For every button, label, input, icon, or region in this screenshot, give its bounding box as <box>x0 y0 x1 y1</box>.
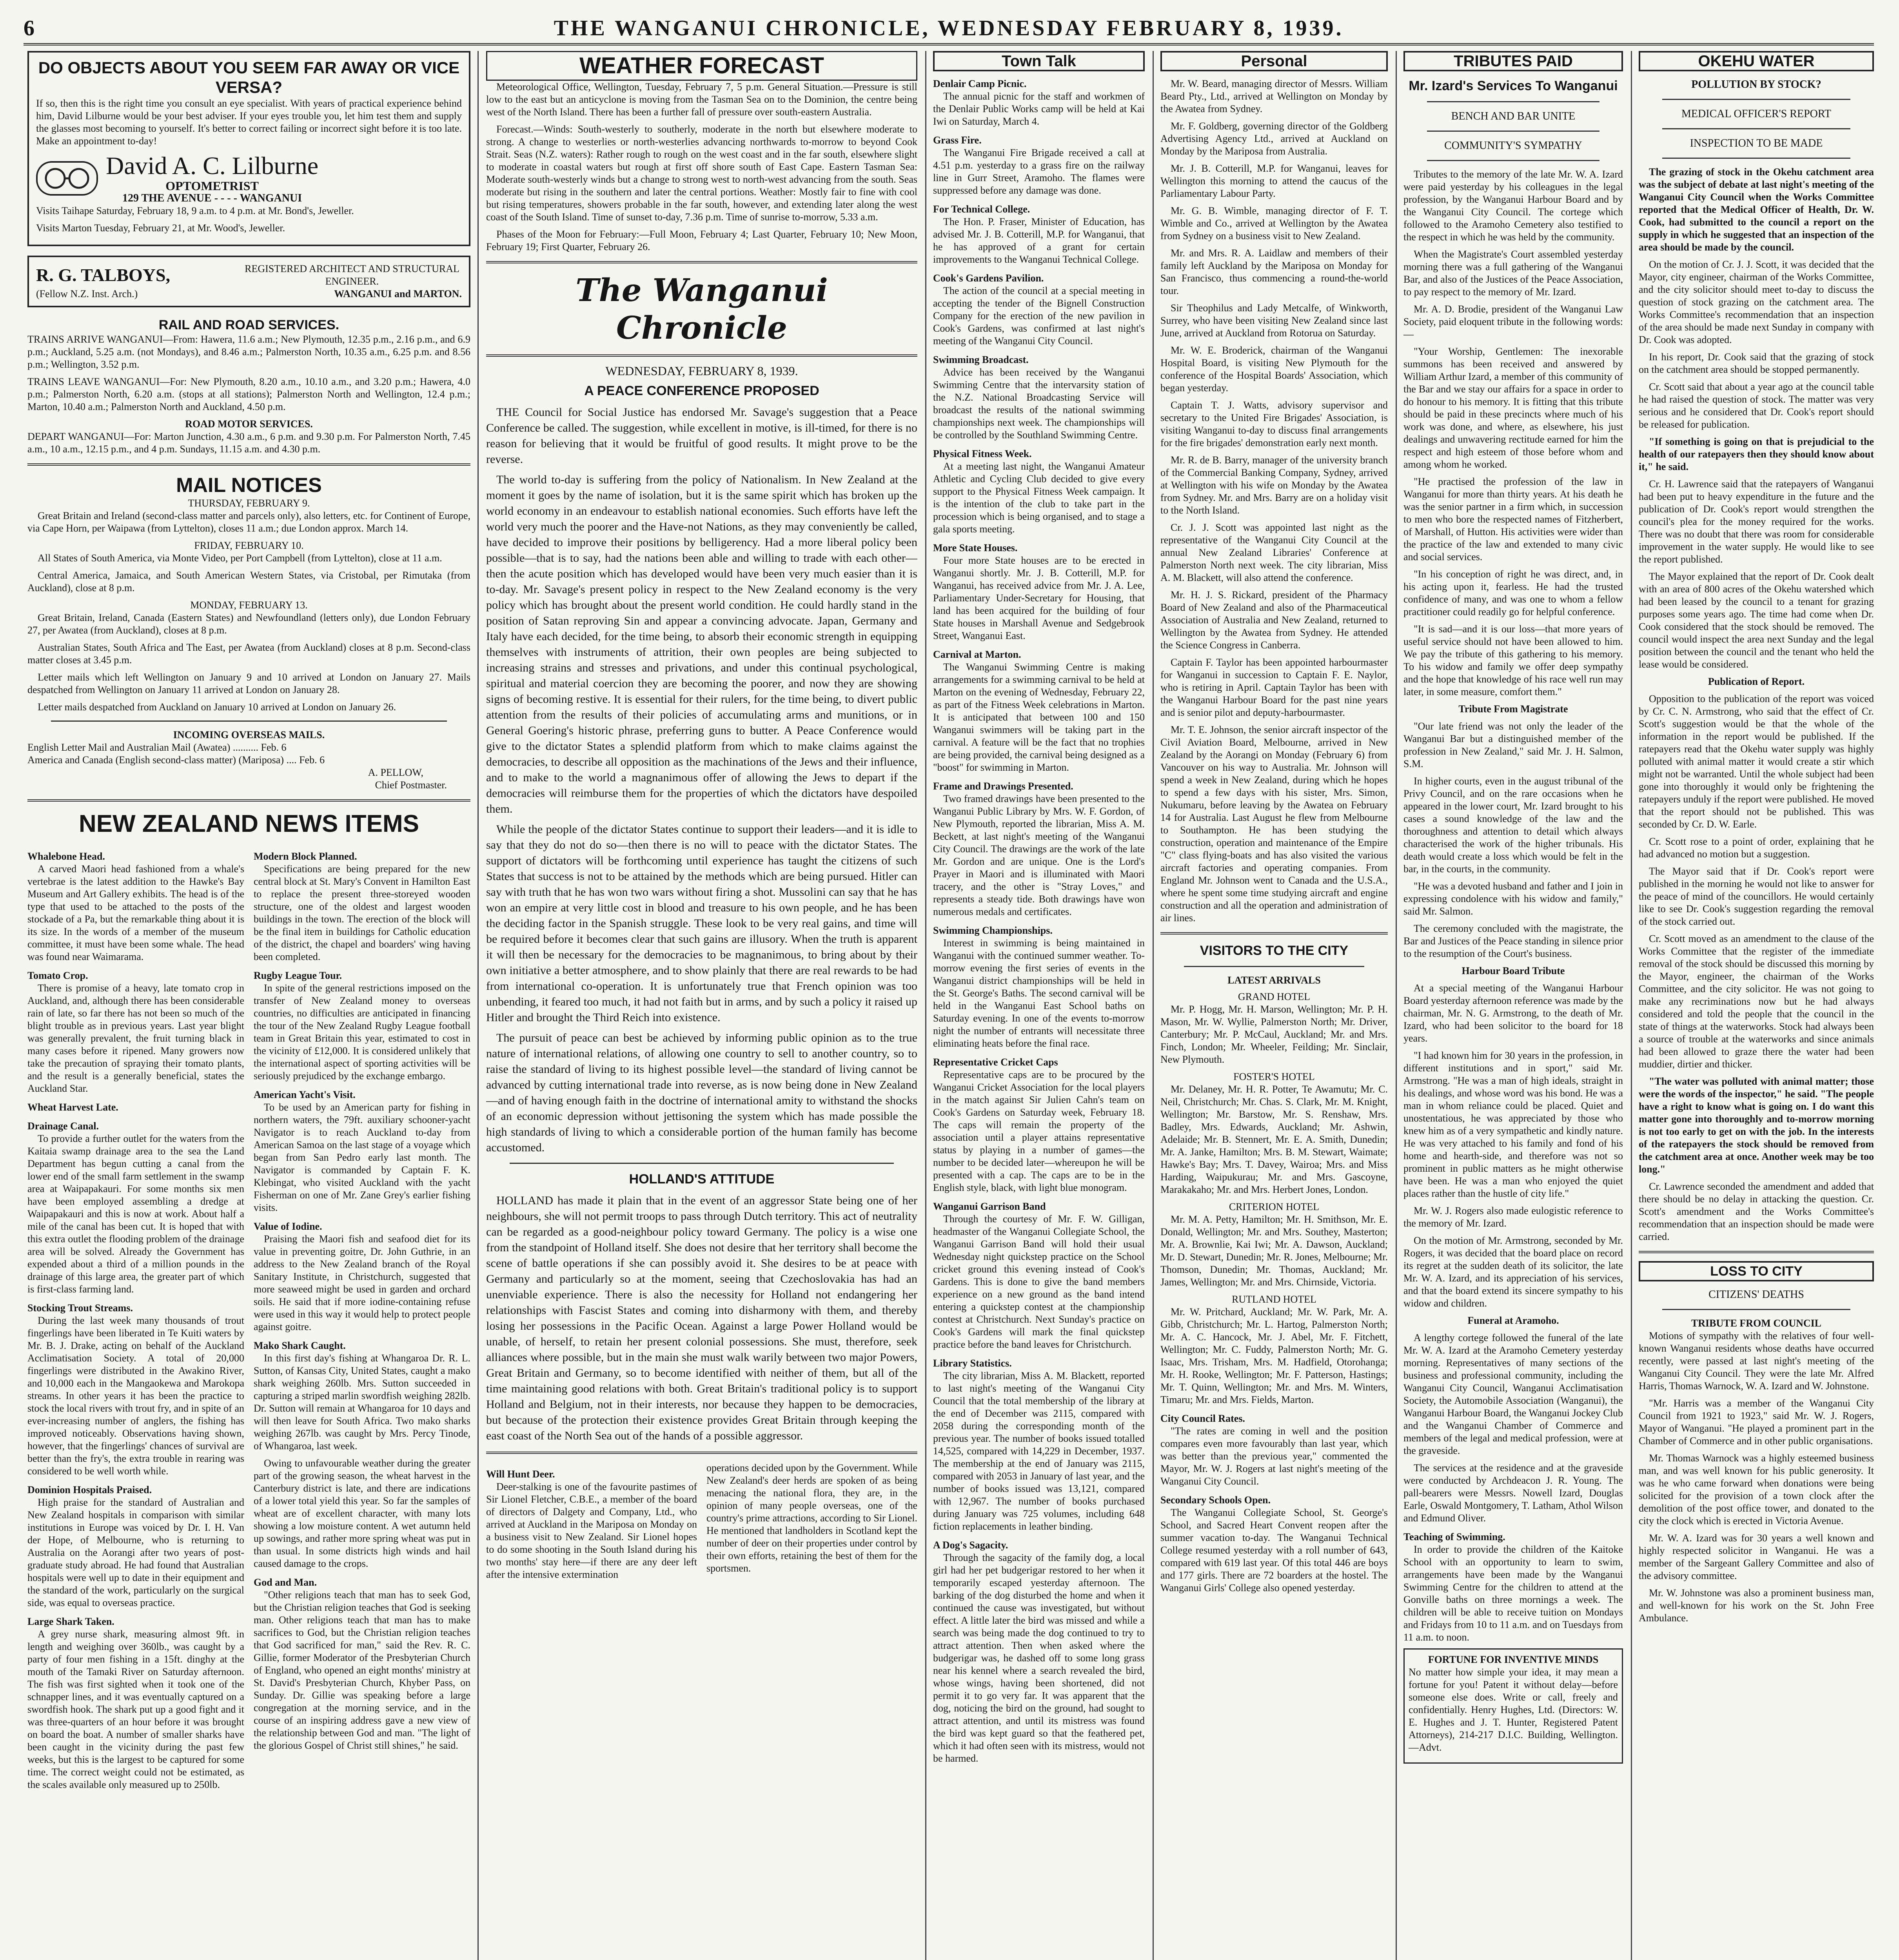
mail-text: Great Britain, Ireland, Canada (Eastern States) and Newfoundland (letters only), due London February 27, per Awatea (from Auckland), closes at 8 p.m. <box>27 612 470 636</box>
incoming-line: America and Canada (English second-class matter) (Mariposa) .... Feb. 6 <box>27 754 325 766</box>
news-item-title: Teaching of Swimming. <box>1403 1531 1505 1543</box>
personal-item: Captain F. Taylor has been appointed harbourmaster for Wanganui in succession to Captain F. E. Naylor, who is retiring in April. Captain Taylor has been with the Wanganui Harbour Board for the past nine years and is senior pilot and deputy-harbourmaster. <box>1160 657 1388 718</box>
news-item-text: A grey nurse shark, measuring almost 9ft. in length and weighing over 360lb., was caught by a party of four men fishing in a 15ft. dinghy at the mouth of the Tamaki River on Saturday afternoon. The fish was first sighted when it took one of the schnapper lines, and it was eventually captured on a swordfish hook. The shark put up a good fight and it was three-quarters of an hour before it was brought on board the boat. A number of smaller sharks have been caught in the vicinity during the past few weeks, but this is the largest to be captured for some time. The correct weight could not be estimated, as the scales available only measured up to 250lb. <box>27 1628 244 1790</box>
column-tributes <box>1403 51 1623 1960</box>
tribute-paragraph: "In his conception of right he was direct, and, in his acting upon it, fearless. He had the trusted confidence of many, and was one to whom a fellow practitioner could readily go for helpful conference. <box>1403 568 1623 617</box>
ad-name: David A. C. Lilburne <box>106 152 319 180</box>
mail-thursday: THURSDAY, FEBRUARY 9. <box>188 497 310 509</box>
okehu-subheading: POLLUTION BY STOCK? <box>1691 78 1821 91</box>
news-item-title: Rugby League Tour. <box>254 970 342 981</box>
ad-visits-taihape: Visits Taihape Saturday, February 18, 9 a.m. to 4 p.m. at Mr. Bond's, Jeweller. <box>36 205 354 216</box>
mail-text: Letter mails despatched from Auckland on January 10 arrived at London on January 26. <box>38 701 396 713</box>
tribute-paragraph: Tributes to the memory of the late Mr. W. A. Izard were paid yesterday by his colleagues in the legal profession, by the Wanganui Harbour Board and by the Wanganui City Council. The cortege which followed to the Aramoho Cemetery also testified to the respect in which he was held by the community. <box>1403 169 1623 243</box>
ad-logo-row <box>36 152 462 205</box>
column-personal <box>1160 51 1388 1960</box>
divider <box>1160 932 1388 935</box>
section-subheading: Tribute From Magistrate <box>1458 703 1568 715</box>
column-rule <box>925 51 926 1960</box>
okehu-paragraph: "The water was polluted with animal matter; those were the words of the inspector," he said. "The people have a right to know what is going on. I do want this matter gone into thoroughly and to-morrow morning is not too early to get on with the job. In the interests of the ratepayers the stock should be removed from the catchment area at once. Another week may be too long." <box>1639 1076 1874 1175</box>
news-item-text: Deer-stalking is one of the favourite pastimes of Sir Lionel Fletcher, C.B.E., a member of the board of directors of Dalgety and Company, Ltd., who arrived at Auckland in the Mariposa on Monday on a business visit to New Zealand. Sir Lionel hopes to do some shooting in the South Island during his two months' stay here—if there are any deer left after the intensive extermination <box>486 1481 697 1580</box>
signer: A. PELLOW, <box>368 767 423 778</box>
hotel-guests: Mr. W. Pritchard, Auckland; Mr. W. Park, Mr. A. Gibb, Christchurch; Mr. L. Hartog, Palmerston North; Mr. A. C. Hancock, Mr. J. Abel, Mr. F. Fitchett, Wellington; Mr. C. Fuddy, Palmerston North; Mr. G. Isaac, Mrs. Trisham, Mrs. M. Hadfield, Otorohanga; Mr. H. Rooke, Wellington; Mr. F. Patterson, Hastings; Mr. T. Quinn, Wellington; Mr. and Mrs. M. Winters, Timaru; Mr. and Mrs. Fields, Marton. <box>1160 1306 1388 1405</box>
editorial-body <box>486 405 917 1156</box>
incoming-heading: INCOMING OVERSEAS MAILS. <box>173 729 325 740</box>
mail-text: Australian States, South Africa and The East, per Awatea (from Auckland) closes at 8 p.m. Second-class matter closes at 3.45 p.m. <box>27 642 470 666</box>
divider <box>1427 101 1599 102</box>
tribute-paragraph: Mr. A. D. Brodie, president of the Wanganui Law Society, paid eloquent tribute in the following words:— <box>1403 303 1623 340</box>
news-item-title: Large Shark Taken. <box>27 1616 114 1627</box>
news-item-title: Whalebone Head. <box>27 851 105 862</box>
news-item-title: Drainage Canal. <box>27 1120 99 1132</box>
divider <box>1427 160 1599 161</box>
column-town-talk <box>933 51 1145 1960</box>
news-item-text: In this first day's fishing at Whangaroa Dr. R. L. Sutton, of Kansas City, United States, caught a mako shark weighing 260lb. Mrs. Sutton succeeded in capturing a striped marlin swordfish weighing 282lb. Dr. Sutton will remain at Whangaroa for 10 days and will then leave for South Africa. Two mako sharks weighing 267lb. was caught by Mrs. Percy Tinode, of Whangaroa, last week. <box>254 1352 470 1452</box>
news-item-title: Modern Block Planned. <box>254 851 357 862</box>
lilburne-advertisement <box>27 51 470 246</box>
news-item-text: During the last week many thousands of trout fingerlings have been liberated in Te Kuiti waters by Mr. B. J. Drake, acting on behalf of the Auckland Acclimatisation Society. A total of 20,000 fingerlings were distributed in the Awakino River, and 10,000 each in the Mangaokewa and Marokopa streams. In other years it has been the practice to stock the local rivers with trout fry, and in spite of an ever-increasing number of anglers, the fishing has improved noticeably. Observations having shown, however, that the fingerlings' chances of survival are better than the fry's, the extra trouble in rearing was considered to be well worth while. <box>27 1315 244 1477</box>
divider <box>486 1452 917 1454</box>
ad-address: 129 THE AVENUE - - - - WANGANUI <box>122 192 302 204</box>
personal-item: Mr. T. E. Johnson, the senior aircraft inspector of the Civil Aviation Board, Melbourne, arrived in New Zealand by the Aorangi on Monday (February 6) from Vancouver on his way to Australia. Mr. Johnson will spend a week in New Zealand, during which he hopes to spend a few days with his sister, Mrs. Simon, Nukumaru, before leaving by the Awatea on February 14 for Australia. Last August he flew from Melbourne to Southampton. He has been studying the construction, operation and maintenance of the Empire "C" class flying-boats and has also visited the various aircraft factories and operating companies. From England Mr. Johnson went to Canada and the U.S.A., where he spent some time studying aircraft and engine construction and all the operation and administration of air lines. <box>1160 724 1388 924</box>
news-item-title: More State Houses. <box>933 542 1018 554</box>
news-item-text: The Wanganui Collegiate School, St. George's School, and Sacred Heart Convent reopen after the summer vacation to-day. The Wanganui Technical College resumed yesterday with a roll number of 643, compared with 619 last year. Of this total 446 are boys and 177 girls. There are 72 boarders at the hostel. The Wanganui Girls' College also opened yesterday. <box>1160 1507 1388 1593</box>
mail-friday: FRIDAY, FEBRUARY 10. <box>194 540 304 551</box>
divider <box>1639 1251 1874 1253</box>
news-item-title: Grass Fire. <box>933 134 982 146</box>
personal-item: Sir Theophilus and Lady Metcalfe, of Winkworth, Surrey, who have been visiting New Zealand since last June, arrived at Auckland from Rotorua on Saturday. <box>1160 302 1388 339</box>
tribute-paragraph: A lengthy cortege followed the funeral of the late Mr. W. A. Izard at the Aramoho Cemetery yesterday morning. Representatives of many sections of the business and professional community, including the Wanganui City Council, Wanganui Acclimatisation Society, the Automobile Association (Wanganui), the Wanganui Harbour Board, the Wanganui Jockey Club and the Wanganui Chamber of Commerce and members of the legal and medical profession, were at the graveside. <box>1403 1332 1623 1456</box>
editorial-heading: HOLLAND'S ATTITUDE <box>629 1172 775 1187</box>
personal-item: Mr. G. B. Wimble, managing director of F. T. Wimble and Co., arrived at Wellington by the Awatea from Sydney on a business visit to New Zealand. <box>1160 205 1388 241</box>
column-rule <box>1153 51 1154 1960</box>
hotel-guests: Mr. P. Hogg, Mr. H. Marson, Wellington; Mr. P. H. Mason, Mr. W. Wyllie, Palmerston North; Mr. Driver, Canterbury; Mr. P. McCaul, Auckland; Mr. and Mrs. Finch, London; Mr. Wheeler, Feilding; Mr. Sinclair, New Plymouth. <box>1160 1004 1388 1065</box>
loss-paragraph: Mr. Thomas Warnock was a highly esteemed business man, and was well known for his public generosity. It was he who came forward when donations were being solicited for the provision of a town clock after the demolition of the post office tower, and donated to the city the clock which is erected in Victoria Avenue. <box>1639 1452 1874 1526</box>
tribute-paragraph: "I had known him for 30 years in the profession, in different institutions and in sport," said Mr. Armstrong. "He was a man of high ideals, straight in his dealings, and whose word was his bond. He was a man in whom reliance could be placed. Quiet and unostentatious, he was appreciated by those who knew him as of a very sympathetic and kindly nature. He was very attached to his family and fond of his home and hearth-side, and therefore was not so prominent in public matters as he might otherwise have been. He was a man who enjoyed the quiet places rather than the hustle of city life." <box>1403 1050 1623 1199</box>
divider <box>1662 128 1850 129</box>
news-item-text: Representative caps are to be procured by the Wanganui Cricket Association for the local players in the match against Sir Julien Cahn's team on Cook's Gardens on Saturday week, February 18. The caps will remain the property of the association until a player attains representative status by playing in a number of games—the number to be decided later—whereupon he will be presented with a cap. The caps are to be in the English style, black, with light blue monogram. <box>933 1069 1145 1193</box>
tribute-paragraph: The ceremony concluded with the magistrate, the Bar and Justices of the Peace standing in silence prior to the resumption of the Court's business. <box>1403 923 1623 959</box>
column-editorial <box>486 51 917 1960</box>
okehu-subheading: MEDICAL OFFICER'S REPORT <box>1681 108 1831 120</box>
news-item-text: In order to provide the children of the Kaitoke School with an opportunity to learn to swim, arrangements have been made by the Wanganui Swimming Centre for the children to attend at the Gonville baths on three mornings a week. The children will be able to receive tuition on Mondays and Fridays from 10 to 11 a.m. and on Tuesdays from 11 a.m. to noon. <box>1403 1544 1623 1643</box>
ad-title: OPTOMETRIST <box>165 179 259 193</box>
column-rule <box>1631 51 1632 1960</box>
road-heading: ROAD MOTOR SERVICES. <box>185 418 313 430</box>
news-item-text: The Wanganui Fire Brigade received a call at 4.51 p.m. yesterday to a grass fire on the railway line in Gurr Street, Aramoho. The flames were suppressed before any damage was done. <box>933 147 1145 196</box>
news-item-text: Through the courtesy of Mr. F. W. Gilligan, headmaster of the Wanganui Collegiate School, the Wanganui Garrison Band will hold their usual Wednesday night quickstep practice on the School cricket ground this evening instead of Cook's Gardens. This is done to give the band members experience on a new ground as the band intend entering a quickstep contest at the championship contest at Christchurch. Next Sunday's practice on Cook's Gardens will mark the final quickstep practice before the band leaves for Christchurch. <box>933 1213 1145 1350</box>
news-item-text: To be used by an American party for fishing in northern waters, the 79ft. auxiliary schooner-yacht Navigator is to reach Auckland to-day from American Samoa on the last stage of a voyage which began from San Pedro early last month. The Navigator is commanded by Captain F. K. Klebingat, who visited Auckland with the yacht Fisherman on one of Mr. Zane Grey's earlier fishing visits. <box>254 1102 470 1213</box>
personal-item: Cr. J. J. Scott was appointed last night as the representative of the Wanganui City Council at the annual New Zealand Libraries' Conference at Palmerston North next week. The city librarian, Miss A. M. Blackett, will also attend the conference. <box>1160 522 1388 583</box>
weather-text: Meteorological Office, Wellington, Tuesday, February 7, 5 p.m. General Situation.—Pressure is still low to the east but an anticyclone is moving from the Tasman Sea on to the Dominion, the centre being west of the North Island. There has been a further fall of pressure over south-eastern Australia. <box>486 81 917 118</box>
okehu-paragraph: Cr. Scott said that about a year ago at the council table he had raised the question of stock. The matter was very serious and he considered that Dr. Cook's report should be released for publication. <box>1639 381 1874 430</box>
weather-heading: WEATHER FORECAST <box>486 51 917 81</box>
news-item-text: Through the sagacity of the family dog, a local girl had her pet budgerigar restored to her when it temporarily escaped yesterday afternoon. The barking of the dog disturbed the home and when it continued the cause was investigated, but without effect. A little later the bird was missed and while a search was being made the dog continued to try to attract attention. Then when asked where the budgerigar was, he dashed off to some long grass near his kennel where a search revealed the bird, whose wings, having been shortened, did not permit it to go very far. It was apparent that the dog, noticing the bird on the ground, had sought to attract attention, and until its mistress was found the bird was kept guard so that the feathered pet, which it had often seen with its mistress, would not be harmed. <box>933 1552 1145 1764</box>
divider <box>486 354 917 357</box>
ad-headline: DO OBJECTS ABOUT YOU SEEM FAR AWAY OR VICE VERSA? <box>38 58 460 96</box>
news-item-text: Four more State houses are to be erected in Wanganui shortly. Mr. J. B. Cotterill, M.P. for Wanganui, has received advice from Mr. J. A. Lee, Parliamentary Under-Secretary for Housing, that land has been acquired for the building of four State houses in Marshall Avenue and Sedgebrook Street, Wanganui East. <box>933 555 1145 641</box>
hotel-guests: Mr. Delaney, Mr. H. R. Potter, Te Awamutu; Mr. C. Neil, Christchurch; Mr. Chas. S. Clark, Mr. M. Knight, Wellington; Mr. Barstow, Mr. S. Renshaw, Mrs. Badley, Mrs. Edwards, Auckland; Mr. Ashwin, Adelaide; Mr. B. Stennert, Mr. E. A. Smith, Dunedin; Mr. A. Janke, Hamilton; Mrs. B. M. Stewart, Waimate; Hawke's Bay; Mrs. T. Davey, Wairoa; Mrs. and Miss Harding, Waipukurau; Mr. and Mrs. Gascoyne, Marakakaho; Mr. and Mrs. Herbert Jones, London. <box>1160 1083 1388 1195</box>
news-item-text: Specifications are being prepared for the new central block at St. Mary's Convent in Hamilton East to replace the present three-storeyed wooden structure, one of the oldest and largest wooden buildings in the town. The erection of the block will be the final item in buildings for Catholic education of the district, the chapel and boarders' wing having been completed. <box>254 863 470 962</box>
okehu-paragraph: "If something is going on that is prejudicial to the health of our ratepayers then they should know about it," he said. <box>1639 436 1874 472</box>
personal-item: Mr. R. de B. Barry, manager of the university branch of the Commercial Banking Company, Sydney, arrived at Wellington with his wife on Monday by the Awatea from Sydney. Mr. and Mrs. Barry are on a holiday visit to the North Island. <box>1160 454 1388 516</box>
hotel-name: CRITERION HOTEL <box>1229 1201 1320 1212</box>
news-item-text: A carved Maori head fashioned from a whale's vertebrae is the latest addition to the Hawke's Bay Museum and Art Gallery exhibits. The head is of the type that used to be attached to the posts of the stockade of a Pa, but the remarkable thing about it is its size. In the words of a member of the museum committee, it must have been some whale. The head was found near Waimarama. <box>27 863 244 962</box>
weather-text: Phases of the Moon for February:—Full Moon, February 4; Last Quarter, February 10; New Moon, February 19; First Quarter, February 26. <box>486 229 917 252</box>
divider <box>1662 158 1850 159</box>
news-item-title: A Dog's Sagacity. <box>933 1539 1008 1551</box>
news-item-title: For Technical College. <box>933 203 1030 215</box>
news-item-text: High praise for the standard of Australian and New Zealand hospitals in comparison with similar institutions in Europe was voiced by Dr. I. H. Van der Hope, of Melbourne, who is returning to Australia on the Aorangi after two years of post-graduate study abroad. He had found that Australian hospitals were well up to date in their equipment and the standard of the work, particularly on the surgical side, was equal to overseas practice. <box>27 1497 244 1608</box>
okehu-paragraph: Cr. Scott moved as an amendment to the clause of the Works Committee that the register of the immediate removal of the stock should be discussed this morning by the Mayor, engineer, the chairman of the Works Committee, and the city solicitor. He was not going to make any recriminations now but he had always considered and told the people that the council in the state of things at the waterworks. Stock had always been a source of trouble at the waterworks and since animals had been allowed to graze there the water had been muddier, dirtier and thicker. <box>1639 933 1874 1070</box>
section-subheading: Funeral at Aramoho. <box>1467 1315 1559 1326</box>
ad-visits-marton: Visits Marton Tuesday, February 21, at Mr. Wood's, Jeweller. <box>36 222 285 234</box>
weather-text: Forecast.—Winds: South-westerly to southerly, moderate in the north but elsewhere moderate to strong. A change to westerlies or north-westerlies advancing northwards to-morrow to beyond Cook Strait. Seas (N.Z. waters): Rather rough to rough on the west coast and in the far south, elsewhere slight to moderate in coastal waters but rough at first off shore south of East Cape. Eastern Tasman Sea: Moderate south-westerly winds but a change to strong west to north-west advancing from the south. Seas moderate but rising in the southern and later the central portions. Weather: Mostly fair to fine with cool but rising temperatures, showers probable in the far south, however, and extending later along the west coast of the South Island. Time of sunset to-day, 7.36 p.m. Time of sunrise to-morrow, 5.33 a.m. <box>486 123 917 223</box>
talboys-line3: WANGANUI and MARTON. <box>334 288 462 299</box>
news-item-title: Secondary Schools Open. <box>1160 1494 1271 1506</box>
hotel-guests: Mr. M. A. Petty, Hamilton; Mr. H. Smithson, Mr. E. Donald, Wellington; Mr. and Mrs. Southey, Masterton; Mr. A. Brownlie, Kai Iwi; Mr. A. Dawson, Auckland; Mr. D. Stewart, Dunedin; Mr. R. Jones, Melbourne; Mr. Thomson, Dunedin; Mr. Thomas, Auckland; Mr. James, Wellington; Mr. and Mrs. Chirnside, Victoria. <box>1160 1214 1388 1288</box>
news-item-text: The Hon. P. Fraser, Minister of Education, has advised Mr. J. B. Cotterill, M.P. for Wanganui, that he has approved of a grant for certain improvements to the Wanganui Technical College. <box>933 216 1145 265</box>
personal-item: Mr. H. J. S. Rickard, president of the Pharmacy Board of New Zealand and also of the Pharmaceutical Association of Australia and New Zealand, returned to Wellington by the Awatea from Sydney. He attended the Science Congress in Canberra. <box>1160 589 1388 651</box>
visitors-heading: VISITORS TO THE CITY <box>1200 943 1349 958</box>
mail-notices <box>27 474 470 791</box>
news-item-title: Representative Cricket Caps <box>933 1056 1058 1068</box>
tribute-paragraph: "He was a devoted husband and father and I join in expressing condolence with his widow and family," said Mr. Salmon. <box>1403 880 1623 917</box>
column-okehu <box>1639 51 1874 1960</box>
tribute-paragraph: In higher courts, even in the august tribunal of the Privy Council, and on the rare occasions when he appeared in the lower court, Mr. Izard brought to his cases a sound knowledge of the law and the thoroughness and attention to detail which always characterised the work of the higher tribunals. His death would create a loss which would be felt in the bar, in the courts, in the community. <box>1403 775 1623 875</box>
okehu-lead: The grazing of stock in the Okehu catchment area was the subject of debate at last night's meeting of the Wanganui City Council when the Works Committee reported that the Medical Officer of Health, Dr. W. Cook, had submitted to the council a report on the supply in which he suggested that an inspection of the area should be made by the council. <box>1639 166 1874 253</box>
divider <box>1184 966 1364 967</box>
talboys-name: R. G. TALBOYS, <box>36 265 171 285</box>
patent-advertisement <box>1403 1648 1623 1764</box>
hotel-name: RUTLAND HOTEL <box>1232 1294 1316 1305</box>
town-talk-heading: Town Talk <box>933 51 1145 71</box>
loss-heading: LOSS TO CITY <box>1639 1261 1874 1281</box>
mail-heading: MAIL NOTICES <box>176 474 322 497</box>
news-item-text: There is promise of a heavy, late tomato crop in Auckland, and, although there has been considerable rain of late, so far there has not been so much of the blight trouble as in previous years. Last year blight was generally prevalent, the fruit turning black in many cases before it ripened. Many growers now take the precaution of spraying their tomato plants, and the result is a generally beneficial, states the Auckland Star. <box>27 982 244 1094</box>
tributes-subheading: COMMUNITY'S SYMPATHY <box>1444 140 1582 152</box>
tribute-paragraph: "He practised the profession of the law in Wanganui for more than thirty years. At his death he was the senior partner in a firm which, in succession to men who bore the respected names of Fitzherbert, of Marshall, of Hutton. His activities were wider than the practice of the law and extended to many civic and social services. <box>1403 476 1623 563</box>
loss-subheading: TRIBUTE FROM COUNCIL <box>1691 1318 1822 1329</box>
news-item-title: God and Man. <box>254 1577 317 1588</box>
talboys-line1: REGISTERED ARCHITECT AND STRUCTURAL ENGINEER. <box>245 263 459 287</box>
okehu-paragraph: In his report, Dr. Cook said that the grazing of stock on the catchment area should be stopped permanently. <box>1639 351 1874 375</box>
okehu-paragraph: Opposition to the publication of the report was voiced by Cr. C. N. Armstrong, who said that the effect of Cr. Scott's suggestion would be that the whole of the information in the report would be published. If the ratepayers read that the Okehu water supply was highly polluted with animal matter it would create a stir which might not be warranted. Until the whole subject had been gone into thoroughly it would only be frightening the ratepayers unduly if the report were published. He moved that the report should not be published. This was seconded by Cr. D. W. Earle. <box>1639 693 1874 830</box>
column-rule <box>477 51 479 1960</box>
okehu-subheading: INSPECTION TO BE MADE <box>1690 137 1823 149</box>
news-item-text: In spite of the general restrictions imposed on the transfer of New Zealand money to overseas countries, no difficulties are anticipated in financing the tour of the New Zealand Rugby League football team in Great Britain this year, estimated to cost in the vicinity of £12,000. It is considered unlikely that the international aspect of sporting activities will be seriously prejudiced by the exchange embargo. <box>254 982 470 1082</box>
personal-heading: Personal <box>1160 51 1388 71</box>
tribute-paragraph: The services at the residence and at the graveside were conducted by Archdeacon J. R. Young. The pall-bearers were Messrs. Nowell Izard, Douglas Earle, Oswald Montgomery, T. Latham, Athol Wilson and Edmund Oliver. <box>1403 1462 1623 1524</box>
news-item-title: Mako Shark Caught. <box>254 1340 346 1351</box>
mail-text: Central America, Jamaica, and South American Western States, via Cristobal, per Rimutaka (from Auckland), close at 8 p.m. <box>27 570 470 593</box>
talboys-line2: (Fellow N.Z. Inst. Arch.) <box>36 288 138 299</box>
news-item-title: Library Statistics. <box>933 1357 1012 1369</box>
nz-news-right <box>254 844 470 1796</box>
okehu-paragraph: Cr. Scott rose to a point of order, explaining that he had advanced no motion but a suggestion. <box>1639 836 1874 860</box>
mail-text: Letter mails which left Wellington on January 9 and 10 arrived at London on January 27. Mails despatched from Wellington on January 11 arrived at London on January 28. <box>27 671 470 695</box>
hotel-name: FOSTER'S HOTEL <box>1233 1071 1315 1082</box>
editorial-date: WEDNESDAY, FEBRUARY 8, 1939. <box>605 364 798 378</box>
editorial-paragraph: The pursuit of peace can best be achieved by informing public opinion as to the true nature of international relations, of allowing one country to sell to another country, so to raise the standard of living to its highest possible level—the standard of living cannot be advanced by cutting international trade into reverse, as is now being done in New Zealand—and of having enough faith in the doctrine of international amity to withstand the shocks of an economic depression without jettisoning the system which has made possible the high standards of living to which a considerable portion of the human family has become accustomed. <box>486 1031 917 1154</box>
personal-item: Mr. and Mrs. R. A. Laidlaw and members of their family left Auckland by the Mariposa on Monday for San Francisco, thus commencing a round-the-world tour. <box>1160 247 1388 296</box>
nz-news-heading: NEW ZEALAND NEWS ITEMS <box>79 810 419 837</box>
signer-title: Chief Postmaster. <box>375 779 447 791</box>
tribute-paragraph: "It is sad—and it is our loss—that more years of useful service should not have been allowed to him. We pay the tribute of this gathering to his memory. To his widow and family we offer deep sympathy and the hope that knowledge of his race well run may later, in some measure, comfort them." <box>1403 623 1623 697</box>
editorial-paragraph: While the people of the dictator States continue to support their leaders—and it is idle to say that they do not do so—then there is no will to peace with the dictator States. The support of dictators will be forthcoming until experience has taught the citizens of such States that success is not to be attained by the methods which are being pursued. Hitler can say with truth that he has won two wars without firing a shot. Mussolini can say that he has won an empire at very little cost in blood and treasure to his own people, and he has been the deciding factor in the Spanish struggle. These look to be very real gains, and time will be required before it becomes clear that such gains are illusory. When the truth is apparent it will then be necessary for the democracies to be magnanimous, to bring about by their own initiative a better atmosphere, and to show plainly that there are real rewards to be had from international co-operation. It is unfortunately true that French opinion was too unbending, it feared too much, it had not faith but in arms, and by such a policy it raised up Hitler and brought the Third Reich into existence. <box>486 823 917 1024</box>
ad-body: If so, then this is the right time you consult an eye specialist. With years of practical experience behind him, David Lilburne would be your best adviser. If your eyes trouble you, let him test them and supply the glasses most becoming to yourself. It's better to correct failing or incorrect sight before it is too late. Make an appointment to-day! <box>36 98 462 147</box>
loss-paragraph: Mr. W. Johnstone was also a prominent business man, and well-known for his work on the St. John Free Ambulance. <box>1639 1587 1874 1624</box>
news-item-title: Dominion Hospitals Praised. <box>27 1484 152 1495</box>
column-left <box>27 51 470 1960</box>
okehu-paragraph: Cr. Lawrence seconded the amendment and added that there should be no delay in attacking the question. Cr. Scott's amendment and the Works Committee's recommendation that an inspection should be made were carried. <box>1639 1181 1874 1242</box>
personal-item: Mr. W. Beard, managing director of Messrs. William Beard Pty., Ltd., arrived at Wellington on Monday by the Awatea from Sydney. <box>1160 78 1388 114</box>
tribute-paragraph: "Our late friend was not only the leader of the Wanganui Bar but a distinguished member of the profession in New Zealand," said Mr. J. H. Salmon, S.M. <box>1403 720 1623 769</box>
divider <box>486 261 917 263</box>
news-item-text: "Other religions teach that man has to seek God, but the Christian religion teaches that God is seeking man. Other religions teach that man has to make sacrifices to God, but the Christian religion teaches that God sacrificed for man," said the Rev. R. C. Gillie, former Moderator of the Presbyterian Church of England, who opened an eight months' ministry at St. David's Presbyterian Church, Khyber Pass, on Sunday. Dr. Gillie was speaking before a large congregation at the morning service, and in the course of an inspiring address gave a new view of the relationship between God and man. "The light of the glorious Gospel of Christ still shines," he said. <box>254 1589 470 1751</box>
divider <box>27 463 470 466</box>
editorial-paragraph: THE Council for Social Justice has endorsed Mr. Savage's suggestion that a Peace Conference be called. The suggestion, while excellent in motive, is ill-timed, for there is no reason for believing that it would be fruitful of good results. It might prove to be the reverse. <box>486 406 917 466</box>
news-item-title: Swimming Broadcast. <box>933 354 1029 365</box>
editorial-body <box>486 1193 917 1444</box>
news-item-title: Stocking Trout Streams. <box>27 1302 133 1314</box>
rail-services <box>27 317 470 456</box>
editorial-heading: A PEACE CONFERENCE PROPOSED <box>584 383 819 398</box>
masthead <box>24 16 1874 45</box>
news-item-title: Frame and Drawings Presented. <box>933 780 1073 792</box>
news-item-text: operations decided upon by the Government. While New Zealand's deer herds are spoken of as being menacing the national flora, they are, in the opinion of many people overseas, one of the country's prime attractions, according to Sir Lionel. He mentioned that landholders in Scotland kept the number of deer on their properties under control by their own efforts, retaining the best of them for the sportsmen. <box>706 1462 917 1574</box>
tribute-paragraph: At a special meeting of the Wanganui Harbour Board yesterday afternoon reference was made by the chairman, Mr. N. G. Armstrong, to the death of Mr. Izard, who had been solicitor to the board for 18 years. <box>1403 982 1623 1044</box>
incoming-line: English Letter Mail and Australian Mail (Awatea) .......... Feb. 6 <box>27 742 287 753</box>
tribute-paragraph: On the motion of Mr. Armstrong, seconded by Mr. Rogers, it was decided that the board place on record its regret at the sudden death of its solicitor, the late Mr. W. A. Izard, and its appreciation of his services, and that the board extend its sincere sympathy to his widow and children. <box>1403 1235 1623 1309</box>
news-item-text: To provide a further outlet for the waters from the Kaitaia swamp drainage area to the sea the Land Department has begun cutting a canal from the lower end of the small farm settlement in the swamp area at Waipapakauri. For some months six men have been employed assembling a dredge at Waipapakauri and this is now at work. About half a mile of the canal has been cut. It is hoped that with this extra outlet the flooding problem of the drainage area will be solved. Already the Government has expended about a third of a million pounds in the drainage of this large area, the greater part of which is first-class farming land. <box>27 1133 244 1295</box>
loss-paragraph: Mr. W. A. Izard was for 30 years a well known and highly respected solicitor in Wanganui. He was a member of the Sargeant Gallery Committee and also of the advisory committee. <box>1639 1532 1874 1581</box>
page-number: 6 <box>24 16 37 40</box>
okehu-paragraph: On the motion of Cr. J. J. Scott, it was decided that the Mayor, city engineer, chairman of the Works Committee, and the city solicitor should meet to-day to discuss the question of stock grazing on the catchment area. The Works Committee's recommendation that an inspection of the area should be made next Sunday in company with Dr. Cook was adopted. <box>1639 259 1874 345</box>
editorial-paragraph: The world to-day is suffering from the policy of Nationalism. In New Zealand at the moment it goes by the name of isolation, but it is the same spirit which has broken up the world economy in an endeavour to establish national economies. Such efforts have left the world very much the poorer and the Have-not Nations, as they may conveniently be called, have decided to improve their positions by belligerency. Had a more liberal policy been possible—that is to say, had the nations been able and willing to trade with each other—then the acute position which has developed would have been very much easier than it is to-day. Mr. Savage's present policy in respect to the New Zealand economy is the very policy which has brought about the present world condition. He could hardly stand in the position of Satan reproving Sin and appear a convincing advocate. Japan, Germany and Italy have each decided, for the time being, to absorb their economic strength in equipping themselves with instruments of attrition, their own peoples are being subjected to increasing strains and stresses and privations, and under this continual psychological, spiritual and material coercion they are becoming the poorer, and now they are showing signs of becoming restive. It is essential for their rulers, for the time being, to divert public attention from the results of their policies of accumulating arms and munitions, or in General Goering's historic phrase, preferring guns to butter. A Peace Conference would give to the dictator States a splendid platform from which to make claims against the democracies, to describe all opposition as the machinations of the Jews and their influence, and to make to the world a magnanimous offer of allowing the Jews to depart if the democracies will reimburse them for the properties of which the dictators have despoiled them. <box>486 473 917 815</box>
mail-text: Great Britain and Ireland (second-class matter and parcels only), also letters, etc. for Continent of Europe, via Cape Horn, per Waipawa (from Lyttelton), closes 11 a.m.; due London approx. March 14. <box>27 510 470 534</box>
hotel-name: GRAND HOTEL <box>1238 991 1311 1002</box>
masthead-title: THE WANGANUI CHRONICLE, WEDNESDAY FEBRUARY 8, 1939. <box>554 16 1344 40</box>
news-item-title: Denlair Camp Picnic. <box>933 78 1027 89</box>
newspaper-nameplate: The Wanganui Chronicle <box>576 272 828 346</box>
news-item-text: The action of the council at a special meeting in accepting the tender of the Bignell Construction Company for the erection of the new pavilion in Cook's Gardens, was confirmed at last night's meeting of the Wanganui City Council. <box>933 285 1145 347</box>
personal-item: Mr. W. E. Broderick, chairman of the Wanganui Hospital Board, is visiting New Plymouth for the conference of the Hospital Boards' Association, which began yesterday. <box>1160 345 1388 394</box>
latest-arrivals: LATEST ARRIVALS <box>1227 975 1321 986</box>
loss-paragraph: Motions of sympathy with the relatives of four well-known Wanganui residents whose deaths have occurred recently, were passed at last night's meeting of the Wanganui City Council. They were the late Mr. Alfred Harris, Thomas Warnock, W. A. Izard and W. Johnstone. <box>1639 1330 1874 1392</box>
news-item-title: Wanganui Garrison Band <box>933 1201 1046 1212</box>
tributes-subheading: BENCH AND BAR UNITE <box>1451 110 1576 122</box>
mail-monday: MONDAY, FEBRUARY 13. <box>190 599 308 611</box>
news-item-text: Advice has been received by the Wanganui Swimming Centre that the intervarsity station of the N.Z. National Broadcasting Service will broadcast the results of the national swimming championships next week. The championships will be controlled by the Southland Swimming Centre. <box>933 367 1145 441</box>
personal-item: Mr. F. Goldberg, governing director of the Goldberg Advertising Agency Ltd., arrived at Auckland on Monday by the Mariposa from Australia. <box>1160 120 1388 157</box>
tribute-paragraph: "Your Worship, Gentlemen: The inexorable summons has been received and answered by William Arthur Izard, a member of this community of the Bar and we stay our affairs for a space in order to do honour to his memory. It is fitting that this tribute should be paid in these precincts where much of his work was done, and where, as elsewhere, his just dealings and unwavering rectitude earned for him the respect and high esteem of those before whom and among whom he worked. <box>1403 346 1623 470</box>
divider <box>1662 99 1850 100</box>
news-item-text: Two framed drawings have been presented to the Wanganui Public Library by Mrs. W. F. Gordon, of New Plymouth, reported the librarian, Miss A. M. Beckett, at last night's meeting of the Wanganui City Council. The drawings are the work of the late Mr. Gordon and are unique. One is the Lord's Prayer in Maori and is illuminated with Maori tracery, and the other is "Stray Loves," and represents a steady tide. Both drawings have won numerous medals and certificates. <box>933 793 1145 917</box>
news-item-title: Physical Fitness Week. <box>933 448 1032 459</box>
news-item-text: "The rates are coming in well and the position compares even more favourably than last year, which was better than the previous year," commented the Mayor, Mr. W. J. Rogers at last night's meeting of the Wanganui City Council. <box>1160 1425 1388 1487</box>
editorial-paragraph: HOLLAND has made it plain that in the event of an aggressor State being one of her neighbours, she will not permit troops to pass through Dutch territory. This act of neutrality can be regarded as a good-neighbour policy toward Germany. The policy is a wise one from the standpoint of Holland itself. She does not desire that her territory shall become the scene of battle operations if she can possibly avoid it. She desires to be at peace with Germany and particularly so at the moment, seeing that Czechoslovakia has had an unenviable experience. There is also the necessity for Holland not endangering her relationships with Fascist States and coming into disharmony with them, and thereby losing her possessions in the Pacific Ocean. Against a large Power Holland would be unable, of herself, to retain her present colonial possessions. She must, therefore, seek alliances where possible, but in the main she must walk warily between two major Powers, Great Britain and Germany, so to become identified with neither of them, but all of the time maintaining good relations with both. Great Britain's traditional policy is to support Holland and Belgium, not in their interests, nor because they happen to be democracies, but because of the protection their existence provides Great Britain through keeping the east coast of the North Sea out of the hands of a possible aggressor. <box>486 1194 917 1442</box>
news-item-title: Will Hunt Deer. <box>486 1468 555 1480</box>
personal-item: Captain T. J. Watts, advisory supervisor and secretary to the United Fire Brigades' Association, is visiting Wanganui to-day to discuss final arrangements for the fire brigades' demonstration early next month. <box>1160 399 1388 448</box>
section-subheading: Harbour Board Tribute <box>1461 965 1565 976</box>
nz-news-items <box>27 809 470 1796</box>
divider <box>1427 131 1599 132</box>
loss-paragraph: "Mr. Harris was a member of the Wanganui City Council from 1921 to 1923," said Mr. W. J. Rogers, Mayor of Wanganui. "He played a prominent part in the Chamber of Commerce and in other public organisations. <box>1639 1397 1874 1446</box>
talboys-advertisement <box>27 256 470 307</box>
rail-arrive: TRAINS ARRIVE WANGANUI—From: Hawera, 11.6 a.m.; New Plymouth, 12.35 p.m., 2.16 p.m., and 6.9 p.m.; Auckland, 5.25 a.m. (not Mondays), and 8.46 a.m.; Palmerston North, 10.35 a.m., 6.25 p.m. and 8.56 p.m.; Wellington, 3.52 p.m. <box>27 334 470 370</box>
rail-heading: RAIL AND ROAD SERVICES. <box>158 318 339 332</box>
okehu-paragraph: The Mayor said that if Dr. Cook's report were published in the morning he would not like to answer for the peace of mind of the councillors. He would certainly like to see Dr. Cook's suggestion regarding the removal of the stock carried out. <box>1639 866 1874 927</box>
mail-text: All States of South America, via Monte Video, per Port Campbell (from Lyttelton), close at 11 a.m. <box>38 552 442 564</box>
ad-heading: FORTUNE FOR INVENTIVE MINDS <box>1428 1654 1599 1665</box>
news-item-title: Tomato Crop. <box>27 970 88 981</box>
tributes-heading: TRIBUTES PAID <box>1403 51 1623 71</box>
personal-item: Mr. J. B. Cotterill, M.P. for Wanganui, leaves for Wellington this morning to attend the caucus of the Parliamentary Labour Party. <box>1160 163 1388 199</box>
news-item-title: Cook's Gardens Pavilion. <box>933 272 1044 284</box>
news-item-title: Value of Iodine. <box>254 1221 322 1232</box>
news-item-title: American Yacht's Visit. <box>254 1089 356 1100</box>
okehu-heading: OKEHU WATER <box>1639 51 1874 71</box>
tribute-paragraph: Mr. W. J. Rogers also made eulogistic reference to the memory of Mr. Izard. <box>1403 1205 1623 1229</box>
divider <box>51 720 447 722</box>
ad-body: No matter how simple your idea, it may mean a fortune for you! Patent it without delay—before someone else does. Write or call, freely and confidentially. Henry Hughes, Ltd. (Directors: W. E. Hughes and J. T. Hunter, Registered Patent Attorneys), 214-217 D.I.C. Building, Wellington.—Advt. <box>1409 1666 1618 1753</box>
divider <box>510 1163 894 1164</box>
loss-subheading: CITIZENS' DEATHS <box>1708 1289 1804 1301</box>
news-item-text: Interest in swimming is being maintained in Wanganui with the continued summer weather. To-morrow evening the first series of events in the Wanganui district championships will be held in the St. George's Baths. The second carnival will be held in the Wanganui East School baths on Saturday evening. In one of the events to-morrow night the number of entrants will necessitate three eliminating heats before the final race. <box>933 937 1145 1049</box>
nz-news-left <box>27 844 244 1796</box>
news-item-title: Carnival at Marton. <box>933 649 1021 660</box>
okehu-paragraph: The Mayor explained that the report of Dr. Cook dealt with an area of 800 acres of the Okehu watershed which had been leased by the council to a tenant for grazing purposes some years ago. The time had come when Dr. Cook considered that the stock should be removed. The council would inspect the area next Sunday and the legal position between the council and the tenant who held the lease would be considered. <box>1639 571 1874 670</box>
news-item-title: Swimming Championships. <box>933 925 1053 936</box>
news-item-text: Owing to unfavourable weather during the greater part of the growing season, the wheat harvest in the Canterbury district is late, and there are indications of a lower total yield this year. So far the samples of wheat are of excellent character, with many lots showing a low moisture content. A wet autumn held up sowings, and rather more spring wheat was put in than usual. In some districts high winds and hail caused damage to the crops. <box>254 1457 470 1569</box>
tribute-paragraph: When the Magistrate's Court assembled yesterday morning there was a full gathering of the Wanganui Bar, and also of the Justices of the Peace Association, to pay respect to the memory of Mr. Izard. <box>1403 249 1623 298</box>
rail-leave: TRAINS LEAVE WANGANUI—For: New Plymouth, 8.20 a.m., 10.10 a.m., and 3.20 p.m.; Hawera, 4.0 p.m.; Palmerston North, 6.20 a.m. (stops at all stations); Palmerston North and Wellington, 12.4 p.m.; Marton, 10.40 a.m.; Palmerston North and Auckland, 4.50 p.m. <box>27 376 470 412</box>
news-item-text: The Wanganui Swimming Centre is making arrangements for a swimming carnival to be held at Marton on the evening of Wednesday, February 22, as part of the Fitness Week celebrations in Marton. It is anticipated that between 100 and 150 Wanganui swimmers will be taking part in the carnival. A feature will be the fact that no trophies are being provided, the carnival being designed as a "boost" for swimming in Marton. <box>933 661 1145 773</box>
news-item-text: Praising the Maori fish and seafood diet for its value in preventing goitre, Dr. John Guthrie, in an address to the New Zealand branch of the Royal Sanitary Institute, in Christchurch, suggested that more seaweed might be used in garden and orchard soils. He said that if more iodine-containing refuse were used in this way it would help to protect people against goitre. <box>254 1233 470 1332</box>
spectacles-logo-icon <box>36 161 98 196</box>
okehu-paragraph: Cr. H. Lawrence said that the ratepayers of Wanganui had been put to heavy expenditure in the future and the publication of Dr. Cook's report would strengthen the council's plea for the money required for the works. There was no doubt that there was room for considerable improvement in the water supply. He would like to see the report published. <box>1639 478 1874 565</box>
divider <box>27 799 470 802</box>
news-item-text: The annual picnic for the staff and workmen of the Denlair Public Works camp will be held at Kai Iwi on Saturday, March 4. <box>933 91 1145 127</box>
news-item-text: At a meeting last night, the Wanganui Amateur Athletic and Cycling Club decided to give every support to the Physical Fitness Week campaign. It is the intention of the club to take part in the procession which is being organised, and to stage a gala sports meeting. <box>933 461 1145 535</box>
tributes-subheading: Mr. Izard's Services To Wanganui <box>1409 78 1618 93</box>
column-rule <box>1396 51 1397 1960</box>
divider <box>1662 1309 1850 1310</box>
road-services: DEPART WANGANUI—For: Marton Junction, 4.30 a.m., 6 p.m. and 9.30 p.m. For Palmerston North, 7.45 a.m., 10 a.m., 12.15 p.m., and 4 p.m. Sundays, 11.15 a.m. and 4.30 p.m. <box>27 431 470 455</box>
section-subheading: Publication of Report. <box>1708 676 1805 687</box>
news-item-text: The city librarian, Miss A. M. Blackett, reported to last night's meeting of the Wanganui City Council that the total membership of the library at the end of December was 2115, compared with 2058 during the corresponding month of the previous year. The number of books issued totalled 14,525, compared with 14,229 in December, 1937. The membership at the end of January was 2115, compared with 2053 in January of last year, and the number of books issued was 13,121, compared with 12,967. The number of books purchased during January was 725 volumes, including 648 fiction replacements in leather binding. <box>933 1370 1145 1532</box>
news-item-title: City Council Rates. <box>1160 1413 1245 1424</box>
news-item-title: Wheat Harvest Late. <box>27 1102 118 1113</box>
